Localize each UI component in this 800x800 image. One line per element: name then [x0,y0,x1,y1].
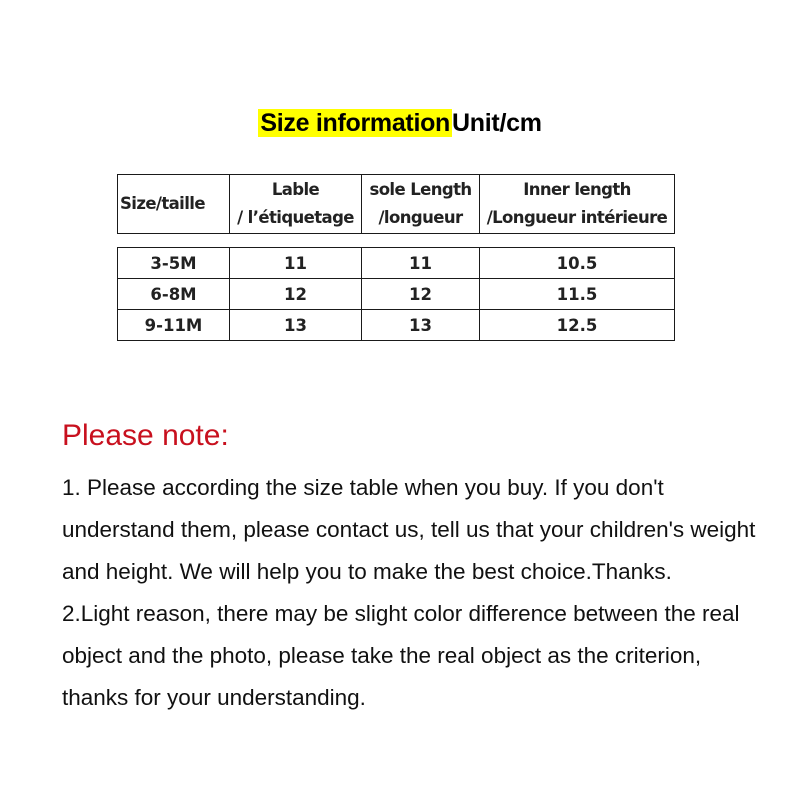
note-heading: Please note: [62,419,229,452]
cell-sole-length: 12 [362,279,480,310]
size-table-data [117,247,675,341]
cell-inner-length: 12.5 [480,310,675,341]
cell-size: 6-8M [118,279,230,310]
notes-body [62,467,772,719]
cell-label: 13 [230,310,362,341]
cell-size: 9-11M [118,310,230,341]
header-cell-inner-length: Inner length /Longueur intérieure [480,175,675,234]
header-cell-label: Lable / l’étiquetage [230,175,362,234]
header-row [118,175,675,234]
table-row [118,279,675,310]
cell-label: 11 [230,248,362,279]
header-cell-sole-length: sole Length /longueur [362,175,480,234]
cell-inner-length: 10.5 [480,248,675,279]
note-item: 1. Please according the size table when you buy. If you don't understand them, please contact us, tell us that your children's weight and height. We will help you to make the best choice.Thanks. [62,475,756,584]
cell-inner-length: 11.5 [480,279,675,310]
cell-size: 3-5M [118,248,230,279]
title-unit: Unit/cm [452,109,542,137]
table-row [118,310,675,341]
size-info-title [0,106,800,140]
cell-sole-length: 13 [362,310,480,341]
cell-label: 12 [230,279,362,310]
header-cell-size: Size/taille [118,175,230,234]
title-highlight: Size information [260,109,451,137]
note-item: 2.Light reason, there may be slight color difference between the real object and the photo, please take the real object as the criterion, thanks for your understanding. [62,601,740,710]
size-table-header [117,174,675,234]
table-row [118,248,675,279]
cell-sole-length: 11 [362,248,480,279]
